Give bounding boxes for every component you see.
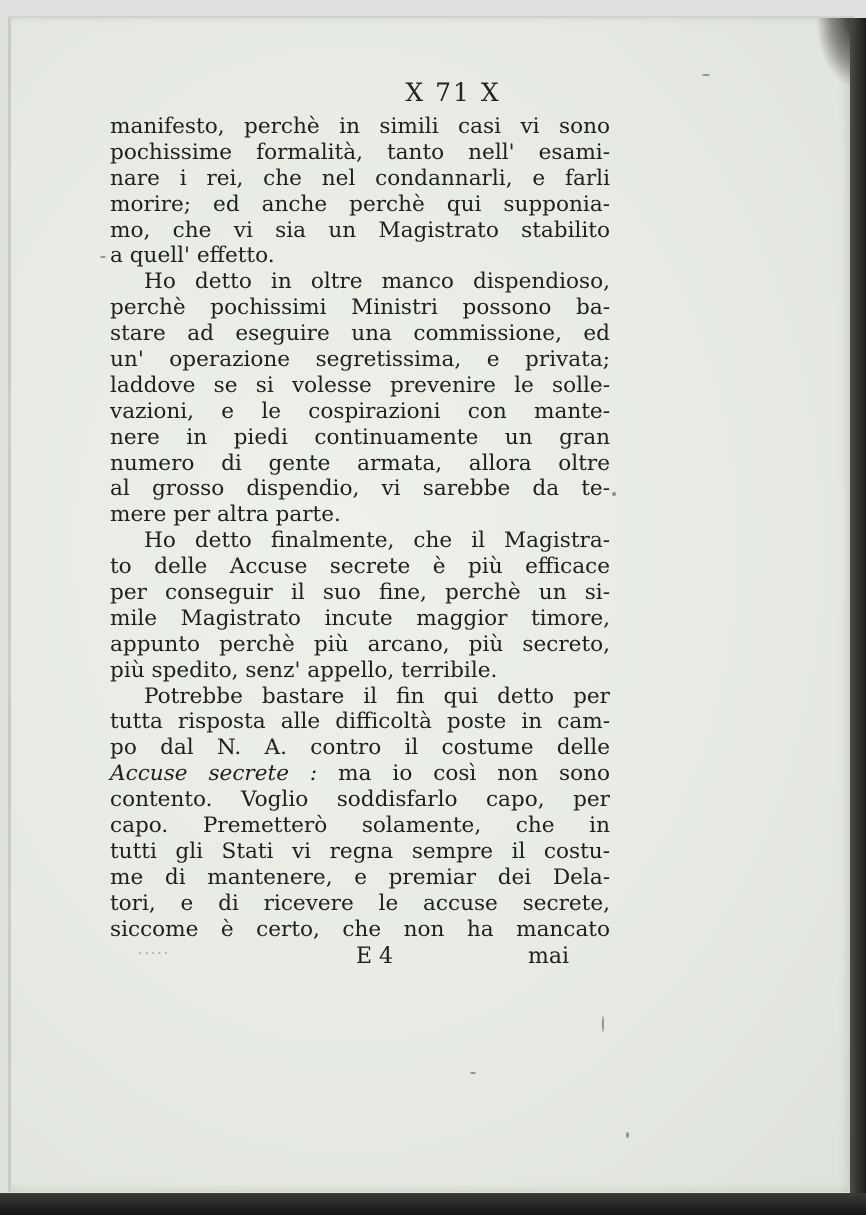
paper-speck — [470, 1072, 476, 1074]
catchword: mai — [528, 944, 570, 969]
text-line: mo, che vi sia un Magistrato stabilito — [110, 217, 610, 243]
text-line-mixed — [110, 761, 610, 787]
dark-scan-border-bottom — [0, 1193, 866, 1215]
text-line: più spedito, senz' appello, terribile. — [110, 657, 498, 683]
page-top-edge — [8, 16, 854, 18]
paragraph-start: Potrebbe bastare il fin qui detto per — [144, 683, 610, 709]
text-line: laddove se si volesse prevenire le solle- — [110, 372, 610, 398]
page-number: X 71 X — [405, 78, 501, 107]
text-line: siccome è certo, che non ha mancato — [110, 916, 610, 942]
text-line: mere per altra parte. — [110, 502, 341, 528]
text-line: perchè pochissimi Ministri possono ba- — [110, 295, 610, 321]
text-line: numero di gente armata, allora oltre — [110, 450, 610, 476]
text-line: morire; ed anche perchè qui supponia- — [110, 191, 610, 217]
paragraph-start: Ho detto in oltre manco dispendioso, — [144, 269, 610, 295]
text-line: appunto perchè più arcano, più secreto, — [110, 631, 610, 657]
text-line: a quell' effetto. — [110, 243, 275, 269]
text-line: pochissime formalità, tanto nell' esami- — [110, 139, 610, 165]
dark-scan-border-right — [850, 18, 866, 1203]
text-line: vazioni, e le cospirazioni con mante- — [110, 398, 610, 424]
paper-speck — [602, 1016, 604, 1032]
paper-speck — [626, 1132, 629, 1138]
text-line: to delle Accuse secrete è più efficace — [110, 554, 610, 580]
text-line: al grosso dispendio, vi sarebbe da te- — [110, 476, 610, 502]
page-left-edge — [8, 16, 11, 1192]
text-line: nare i rei, che nel condannarli, e farli — [110, 165, 610, 191]
text-line: tori, e di ricevere le accuse secrete, — [110, 890, 610, 916]
text-line: per conseguir il suo fine, perchè un si- — [110, 580, 610, 606]
paper-speck — [612, 492, 616, 496]
page-footer — [110, 944, 610, 974]
text-line: po dal N. A. contro il costume delle — [110, 735, 610, 761]
text-line: nere in piedi continuamente un gran — [110, 424, 610, 450]
text-line: contento. Voglio soddisfarlo capo, per — [110, 787, 610, 813]
text-line: tutta risposta alle difficoltà poste in cam- — [110, 709, 610, 735]
text-line: mile Magistrato incute maggior timore, — [110, 605, 610, 631]
paragraph-start: Ho detto finalmente, che il Magistra- — [144, 528, 610, 554]
page-header — [0, 78, 866, 107]
italic-phrase: Accuse secrete : — [110, 761, 318, 787]
faded-marks: ····· — [138, 946, 171, 962]
signature-mark: E 4 — [356, 944, 394, 969]
text-line: un' operazione segretissima, e privata; — [110, 347, 610, 373]
text-line: stare ad eseguire una commissione, ed — [110, 321, 610, 347]
text-fragment: ma io così non sono — [338, 761, 610, 787]
text-line: me di mantenere, e premiar dei Dela- — [110, 864, 610, 890]
paper-speck — [702, 74, 710, 76]
text-line: manifesto, perchè in simili casi vi sono — [110, 114, 610, 139]
body-text — [110, 114, 610, 943]
text-line: capo. Premetterò solamente, che in — [110, 813, 610, 839]
text-line: tutti gli Stati vi regna sempre il costu- — [110, 838, 610, 864]
paper-speck — [100, 256, 106, 258]
